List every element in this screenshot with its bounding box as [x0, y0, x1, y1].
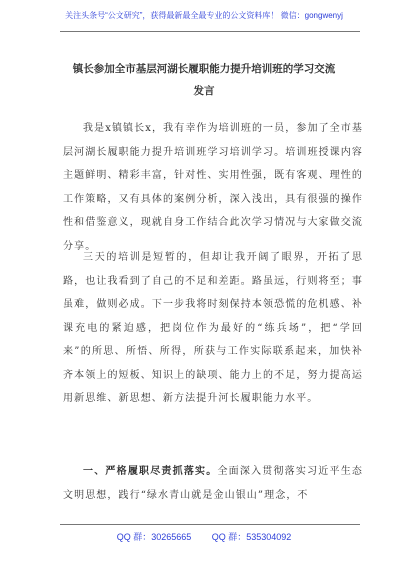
paragraph-reflection-text: 三天的培训是短暂的，但却让我开阔了眼界，开拓了思路，也让我看到了自己的不足和差距。路虽远，行则将至；事虽难，做则必成。下一步我将时刻保持本领恐慌的危机感、补课充电的紧迫感，把岗位作为最好的“练兵场”，把“学回来”的所思、所悟、所得，所获与工作实际联系起来，加快补齐本领上的短板、知识上的缺项、能力上的不足，努力提高运用新思维、新思想、新方法提升河长履职能力水平。 — [63, 252, 363, 404]
paragraph-intro — [63, 117, 363, 258]
section-1-text: 全面深入贯彻落实习近平生态文明思想，践行“绿水青山就是金山银山”理念，不 — [63, 466, 363, 501]
section-1-paragraph — [63, 460, 363, 507]
header-divider — [60, 31, 360, 32]
qq-group-1: QQ 群：30265665 — [116, 532, 192, 542]
footer-contact — [0, 530, 408, 543]
paragraph-intro-text: 我是x镇镇长x，我有幸作为培训班的一员，参加了全市基层河湖长履职能力提升培训班学习培训学习。培训班授课内容主题鲜明、精彩丰富，针对性、实用性强，既有客观、理性的工作策略，又有具体的案例分析，深入浅出，具有很强的操作性和借鉴意义，现就自身工作结合此次学习情况与大家做交流分享。 — [63, 123, 363, 252]
document-title-line-1: 镇长参加全市基层河湖长履职能力提升培训班的学习交流 — [72, 63, 336, 75]
section-1-heading: 一、严格履职尽责抓落实。 — [83, 466, 218, 477]
qq-group-2: QQ 群：535304092 — [211, 532, 292, 542]
top-banner: 关注头条号“公文研究”，获得最新最全最专业的公文资料库！ 微信：gongwenyj — [65, 11, 343, 20]
section-1 — [63, 460, 363, 507]
footer-divider — [60, 524, 360, 525]
paragraph-reflection — [63, 246, 363, 411]
document-title-line-2: 发言 — [193, 85, 215, 97]
